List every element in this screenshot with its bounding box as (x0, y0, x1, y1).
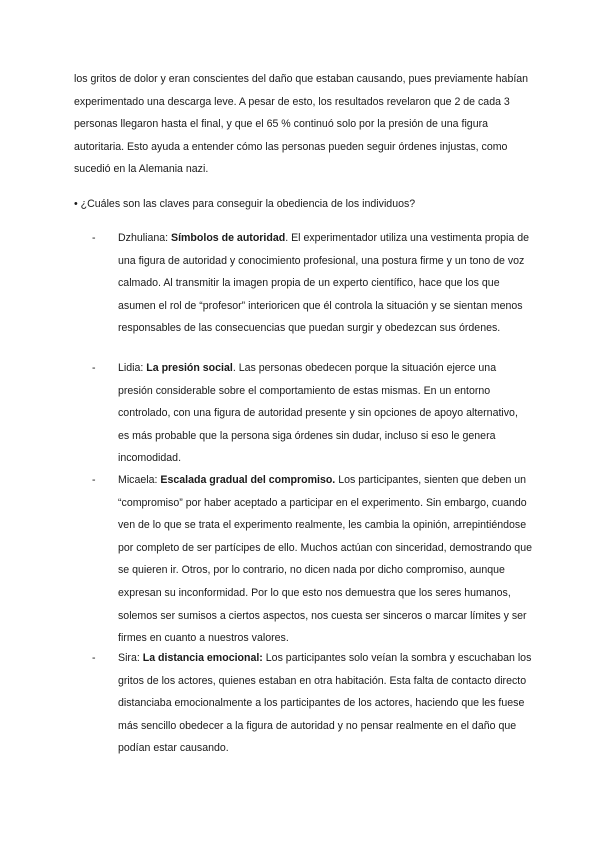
question-text: ¿Cuáles son las claves para conseguir la obediencia de los individuos? (80, 198, 416, 210)
item-body: . El experimentador utiliza una vestimenta propia de una figura de autoridad y conocimiento profesional, una postura firme y un tono de voz calmado. Al transmitir la imagen propia de un experto científico, hace que los que asumen el rol de “profesor” interioricen que él controla la situación y se sientan menos responsables de las consecuencias que puedan surgir y obedezcan sus órdenes. (118, 232, 529, 335)
question-heading (74, 193, 530, 216)
item-heading: Escalada gradual del compromiso. (160, 474, 336, 486)
item-author: Micaela: (118, 474, 161, 486)
list-dash: - (92, 232, 96, 244)
item-text (118, 647, 532, 760)
intro-paragraph: los gritos de dolor y eran conscientes del daño que estaban causando, pues previamente habían experimentado una descarga leve. A pesar de esto, los resultados revelaron que 2 de cada 3 personas llegaron hasta el final, y que el 65 % continuó solo por la presión de una figura autoritaria. Esto ayuda a entender cómo las personas pueden seguir órdenes injustas, como sucedió en la Alemania nazi. (74, 73, 529, 176)
item-heading: La distancia emocional: (142, 652, 263, 664)
item-body: . Las personas obedecen porque la situación ejerce una presión considerable sobre el comportamiento de estas mismas. En un entorno controlado, con una figura de autoridad presente y sin opciones de apoyo alternativo, es más probable que la persona siga órdenes sin dudar, incluso si eso le genera incomodidad. (118, 362, 518, 465)
item-heading: Símbolos de autoridad (171, 232, 286, 244)
item-text (118, 469, 532, 650)
item-body: Los participantes, sienten que deben un “compromiso” por haber aceptado a participar en el experimento. Sin embargo, cuando ven de lo que se trata el experimento realmente, les cambia la opinión, arrepintiéndose por completo de ser partícipes de ello. Muchos actúan con sinceridad, demostrando que se quieren ir. Otros, por lo contrario, no dicen nada por dicho compromiso, aunque expresan su inconformidad. Por lo que esto nos demuestra que los seres humanos, solemos ser sumisos a ciertos aspectos, nos cuesta ser sinceros o marcar límites y ser firmes en cuanto a nuestros valores. (118, 474, 532, 645)
item-heading: La presión social (146, 362, 233, 374)
item-body: Los participantes solo veían la sombra y escuchaban los gritos de los actores, quienes estaban en otra habitación. Esta falta de contacto directo distanciaba emocionalmente a los participantes de los actores, haciendo que les fuese más sencillo obedecer a la figura de autoridad y no pensar realmente en el daño que podían estar causando. (118, 652, 532, 755)
list-dash: - (92, 474, 96, 486)
list-dash: - (92, 652, 96, 664)
item-text (118, 357, 532, 470)
item-author: Lidia: (118, 362, 147, 374)
list-dash: - (92, 362, 96, 374)
item-text (118, 227, 532, 340)
bullet: • (74, 198, 78, 210)
item-author: Dzhuliana: (118, 232, 171, 244)
item-author: Sira: (118, 652, 143, 664)
